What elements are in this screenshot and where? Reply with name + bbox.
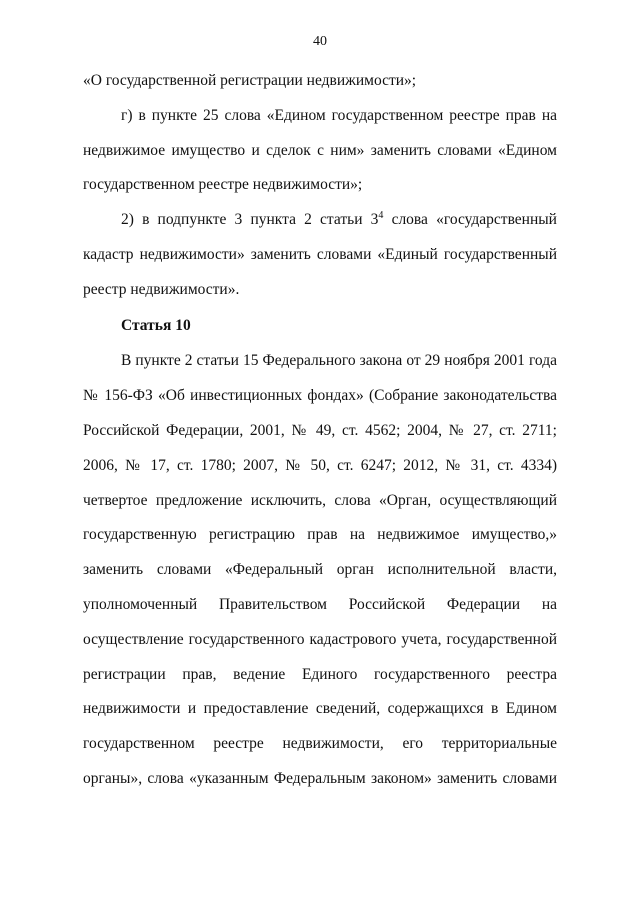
superscript-4: 4 bbox=[378, 210, 384, 222]
article-heading: Статья 10 bbox=[121, 316, 191, 334]
paragraph-2: г) в пункте 25 слова «Едином государственном реестре прав на недвижимое имущество и сделок с ним» заменить словами «Едином государственном реестре недвижимости»; bbox=[83, 106, 557, 194]
document-body bbox=[83, 64, 557, 797]
paragraph-3-start: 2) в подпункте 3 пункта 2 статьи 3 bbox=[121, 211, 379, 229]
paragraph-3-end: слова «государственный кадастр недвижимости» заменить словами «Единый государственный реестр недвижимости». bbox=[83, 211, 557, 298]
paragraph-3 bbox=[83, 203, 557, 307]
paragraph-4: В пункте 2 статьи 15 Федерального закона от 29 ноября 2001 года № 156-ФЗ «Об инвестиционных фондах» (Собрание законодательства Российской Федерации, 2001, № 49, ст. 4562; 2004, № 27, ст. 2711; 2006, № 17, ст. 1780; 2007, № 50, ст. 6247; 2012, № 31, ст. 4334) четвертое предложение исключить, слова «Орган, осуществляющий государственную регистрацию прав на недвижимое имущество,» заменить словами «Федеральный орган исполнительной власти, уполномоченный Правительством Российской Федерации на осуществление государственного кадастрового учета, государственной регистрации прав, ведение Единого государственного реестра недвижимости и предоставление сведений, содержащихся в Едином государственном реестре недвижимости, его территориальные органы», слова «указанным Федеральным законом» заменить словами bbox=[83, 352, 557, 787]
page-number: 40 bbox=[313, 34, 327, 49]
paragraph-1: «О государственной регистрации недвижимости»; bbox=[83, 72, 417, 89]
